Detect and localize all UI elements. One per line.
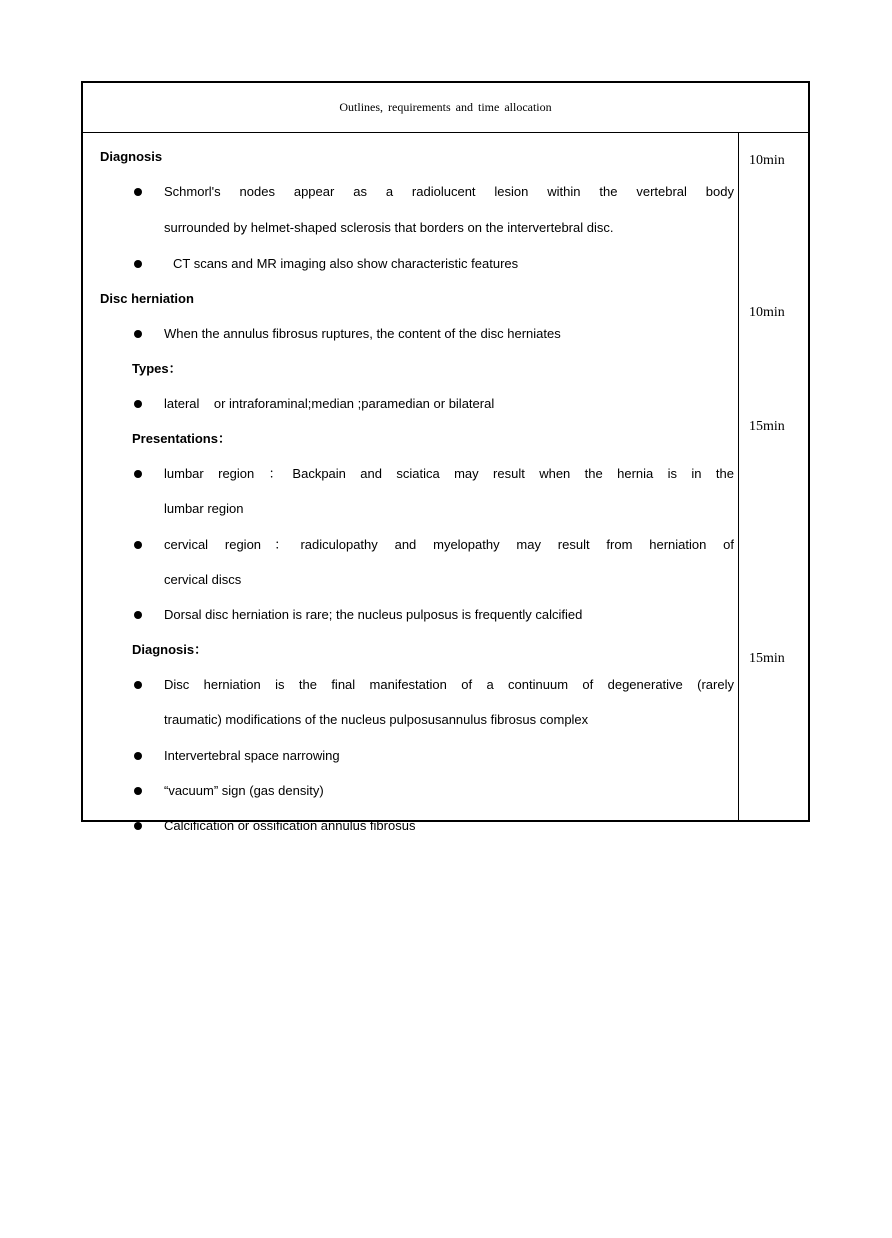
header-title: Outlines, requirements and time allocation: [339, 100, 552, 114]
list-item: “vacuum” sign (gas density): [164, 783, 324, 798]
bullet-icon: [134, 787, 142, 795]
list-item: Dorsal disc herniation is rare; the nucleus pulposus is frequently calcified: [164, 607, 583, 622]
list-item: cervical region：radiculopathy and myelopathy may result from herniation of: [164, 537, 734, 552]
list-item: Disc herniation is the final manifestation of a continuum of degenerative (rarely: [164, 677, 734, 692]
list-item: Intervertebral space narrowing: [164, 748, 340, 763]
list-item: CT scans and MR imaging also show characteristic features: [173, 256, 519, 271]
table-header: [83, 83, 808, 133]
content-column: [83, 132, 738, 833]
time-allocation: 10min: [749, 305, 785, 320]
bullet-icon: [134, 470, 142, 478]
time-allocation: 10min: [749, 153, 785, 168]
bullet-icon: [134, 400, 142, 408]
disc-herniation-heading: Disc herniation: [100, 291, 194, 306]
diagnosis-subheading: Diagnosis：: [132, 642, 208, 657]
list-item-continuation: cervical discs: [164, 572, 242, 587]
column-divider: [738, 132, 739, 820]
bullet-icon: [134, 330, 142, 338]
bullet-icon: [134, 681, 142, 689]
list-item-continuation: traumatic) modifications of the nucleus pulposusannulus fibrosus complex: [164, 712, 589, 727]
time-allocation: 15min: [749, 651, 785, 666]
bullet-icon: [134, 752, 142, 760]
bullet-icon: [134, 611, 142, 619]
time-allocation: 15min: [749, 419, 785, 434]
diagnosis-heading: Diagnosis: [100, 149, 163, 164]
list-item-continuation: surrounded by helmet-shaped sclerosis that borders on the intervertebral disc.: [164, 220, 614, 235]
bullet-icon: [134, 188, 142, 196]
outline-table: [81, 81, 810, 833]
types-heading: Types：: [132, 361, 182, 376]
list-item: lumbar region ：Backpain and sciatica may result when the hernia is in the: [164, 466, 734, 481]
presentations-heading: Presentations：: [132, 431, 231, 446]
list-item: Schmorl's nodes appear as a radiolucent lesion within the vertebral body: [164, 184, 734, 199]
bullet-icon: [134, 260, 142, 268]
bullet-icon: [134, 541, 142, 549]
list-item: Calcification or ossification annulus fibrosus: [164, 818, 416, 833]
list-item-continuation: lumbar region: [164, 501, 244, 516]
list-item: lateral or intraforaminal;median ;paramedian or bilateral: [164, 396, 495, 411]
list-item: When the annulus fibrosus ruptures, the content of the disc herniates: [164, 326, 561, 341]
bullet-icon: [134, 822, 142, 830]
